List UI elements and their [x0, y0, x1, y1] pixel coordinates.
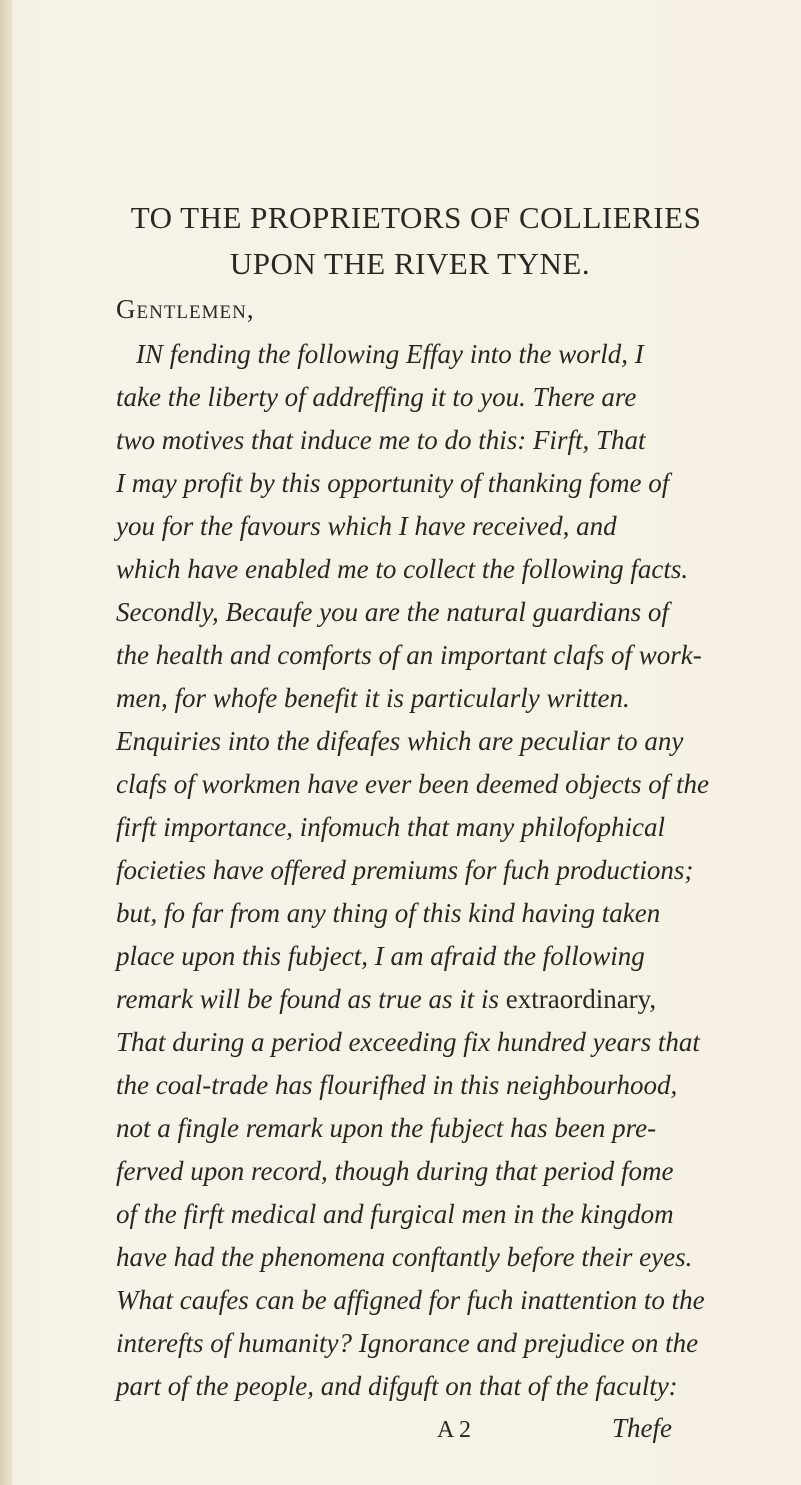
body-line: place upon this fubject, I am afraid the following	[116, 941, 645, 971]
dedication-heading-line-1: TO THE PROPRIETORS OF COLLIERIES	[130, 200, 702, 235]
body-line: focieties have offered premiums for fuch productions;	[116, 855, 694, 885]
body-line: two motives that induce me to do this: Firft, That	[116, 425, 646, 455]
body-line: IN fending the following Effay into the world, I	[136, 339, 644, 369]
body-line: ferved upon record, though during that period fome	[116, 1156, 674, 1186]
body-line-italic-part: remark will be found as true as it is	[116, 984, 499, 1014]
body-line: the coal-trade has flourifhed in this neighbourhood,	[116, 1070, 678, 1100]
signature-mark: A 2	[437, 1417, 472, 1443]
body-line: not a fingle remark upon the fubject has been pre-	[116, 1113, 657, 1143]
body-line: What caufes can be affigned for fuch inattention to the	[116, 1285, 705, 1315]
body-line: the health and comforts of an important clafs of work-	[116, 640, 702, 670]
roman-word: extraordinary,	[505, 984, 657, 1014]
body-line: Secondly, Becaufe you are the natural guardians of	[116, 597, 669, 627]
body-line: Enquiries into the difeafes which are peculiar to any	[116, 726, 684, 756]
body-line: firft importance, infomuch that many philofophical	[116, 812, 665, 842]
body-line: which have enabled me to collect the following facts.	[116, 554, 689, 584]
body-line: of the firft medical and furgical men in the kingdom	[116, 1199, 674, 1229]
body-line: but, fo far from any thing of this kind having taken	[116, 898, 661, 928]
catchword: Thefe	[612, 1413, 672, 1443]
body-line: have had the phenomena conftantly before their eyes.	[116, 1242, 693, 1272]
body-line: That during a period exceeding fix hundred years that	[116, 1027, 700, 1057]
body-line: part of the people, and difguft on that of the faculty:	[116, 1371, 678, 1401]
body-line: take the liberty of addreffing it to you. There are	[116, 382, 637, 412]
body-line: clafs of workmen have ever been deemed objects of the	[116, 769, 710, 799]
body-line: I may profit by this opportunity of thanking fome of	[116, 468, 670, 498]
salutation: Gentlemen,	[116, 294, 255, 324]
body-line: men, for whofe benefit it is particularly written.	[116, 683, 630, 713]
body-line: you for the favours which I have received, and	[116, 511, 617, 541]
dedication-heading-line-2: UPON THE RIVER TYNE.	[229, 246, 591, 281]
body-line: interefts of humanity? Ignorance and prejudice on the	[116, 1328, 699, 1358]
page-gutter	[0, 0, 12, 1485]
body-line-with-roman	[116, 984, 656, 1015]
